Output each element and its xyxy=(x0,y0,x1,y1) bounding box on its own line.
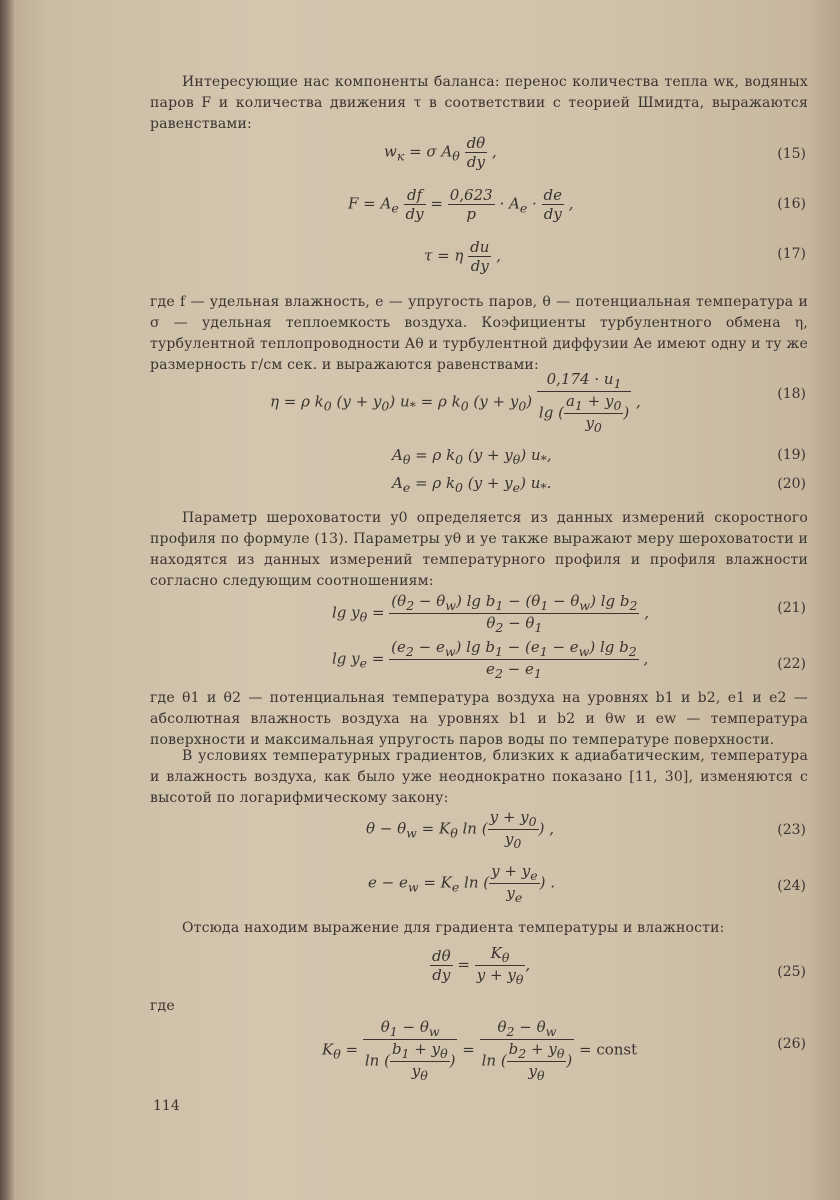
equation-22: $\lg y_e$ = $\frac{(e_2 - e_w) \lg b_1 - (e_1 - e_w) \lg b_2}{e_2 - e_1}$ , xyxy=(332,638,649,681)
page-number: 114 xyxy=(153,1098,180,1114)
paragraph-levels: где θ1 и θ2 — потенциальная температура воздуха на уровнях b1 и b2, e1 и e2 — абсолютная влажность воздуха на уровнях b1 и b2 и θw и ew — температура поверхности и максимальная упругость паров воды по температуре поверхности. xyxy=(150,690,808,748)
equation-number-19: (19) xyxy=(777,447,806,463)
paragraph-roughness: Параметр шероховатости y0 определяется из данных измерений скоростного профиля по формуле (13). Параметры yθ и ye также выражают меру шероховатости и находятся из данных измерений температурного профиля и профиля влажности согласно следующим соотношениям: xyxy=(150,510,808,589)
paragraph-where: где xyxy=(150,998,175,1014)
equation-16: $F = A_e$ $\frac{df}{dy}$ = $\frac{0,623}{p}$ · $A_e$ · $\frac{de}{dy}$ , xyxy=(348,186,574,223)
equation-26: $K_\theta$ = $\theta_1 - \theta_w$ ln ( $\frac{b_1 + y_\theta}{y_\theta}$ ) = $\theta_2 - \theta_w$ ln ( $\frac{b_2 + y_\theta}{y_\theta}$ ) = const xyxy=(322,1018,638,1083)
paragraph-log-law: В условиях температурных градиентов, близких к адиабатическим, температура и влажность воздуха, как было уже неоднократно показано [11, 30], изменяются с высотой по логарифмическому закону: xyxy=(150,748,808,806)
paragraph-gradient: Отсюда находим выражение для градиента температуры и влажности: xyxy=(182,920,725,936)
equation-number-25: (25) xyxy=(777,964,806,980)
equation-20: $A_e = \rho$ $k_0$ $(y + y_e)$ $u_*$. xyxy=(392,474,552,495)
paragraph-intro: Интересующие нас компоненты баланса: перенос количества тепла wк, водяных паров F и количества движения τ в соответствии с теорией Шмидта, выражаются равенствами: xyxy=(150,74,808,132)
equation-number-21: (21) xyxy=(777,600,806,616)
equation-number-18: (18) xyxy=(777,386,806,402)
equation-19: $A_\theta = \rho$ $k_0$ $(y + y_\theta)$ $u_*$, xyxy=(392,446,552,467)
equation-number-20: (20) xyxy=(777,476,806,492)
equation-23: $\theta - \theta_w = K_\theta$ ln ( $\frac{y + y_0}{y_0}$ ) , xyxy=(366,808,554,851)
equation-number-22: (22) xyxy=(777,656,806,672)
equation-number-17: (17) xyxy=(777,246,806,262)
equation-number-23: (23) xyxy=(777,822,806,838)
equation-number-26: (26) xyxy=(777,1036,806,1052)
equation-24: $e - e_w = K_e$ ln ( $\frac{y + y_e}{y_e}$ ) . xyxy=(368,862,555,905)
equation-21: $\lg y_\theta$ = $\frac{(\theta_2 - \theta_w) \lg b_1 - (\theta_1 - \theta_w) \lg b_2}{\theta_2 - \theta_1}$ , xyxy=(332,592,650,635)
page-binding-edge xyxy=(0,0,14,1200)
equation-17: τ = η $\frac{du}{dy}$ , xyxy=(424,238,501,275)
equation-number-16: (16) xyxy=(777,196,806,212)
equation-25: $\frac{d\theta}{dy}$ = $\frac{K_\theta}{y + y_\theta}$ , xyxy=(432,944,531,987)
equation-number-15: (15) xyxy=(777,146,806,162)
equation-number-24: (24) xyxy=(777,878,806,894)
equation-15: $w_к = \sigma$ $A_\theta$ $\frac{d\theta}{dy}$ , xyxy=(384,134,497,171)
equation-18: η = ρ $k_0$ $(y + y_0)$ $u_* = \rho$ $k_0$ $(y + y_0)$ $0,174 \cdot u_1$ lg ( $\frac{a_1 + y_0}{y_0}$ ) , xyxy=(270,370,641,435)
paragraph-definitions: где f — удельная влажность, e — упругость паров, θ — потенциальная температура и σ — удельная теплоемкость воздуха. Коэфициенты турбулентного обмена η, турбулентной теплопроводности Aθ и турбулентной диффузии Ae имеют одну и ту же размерность г/см сек. и выражаются равенствами: xyxy=(150,294,808,373)
